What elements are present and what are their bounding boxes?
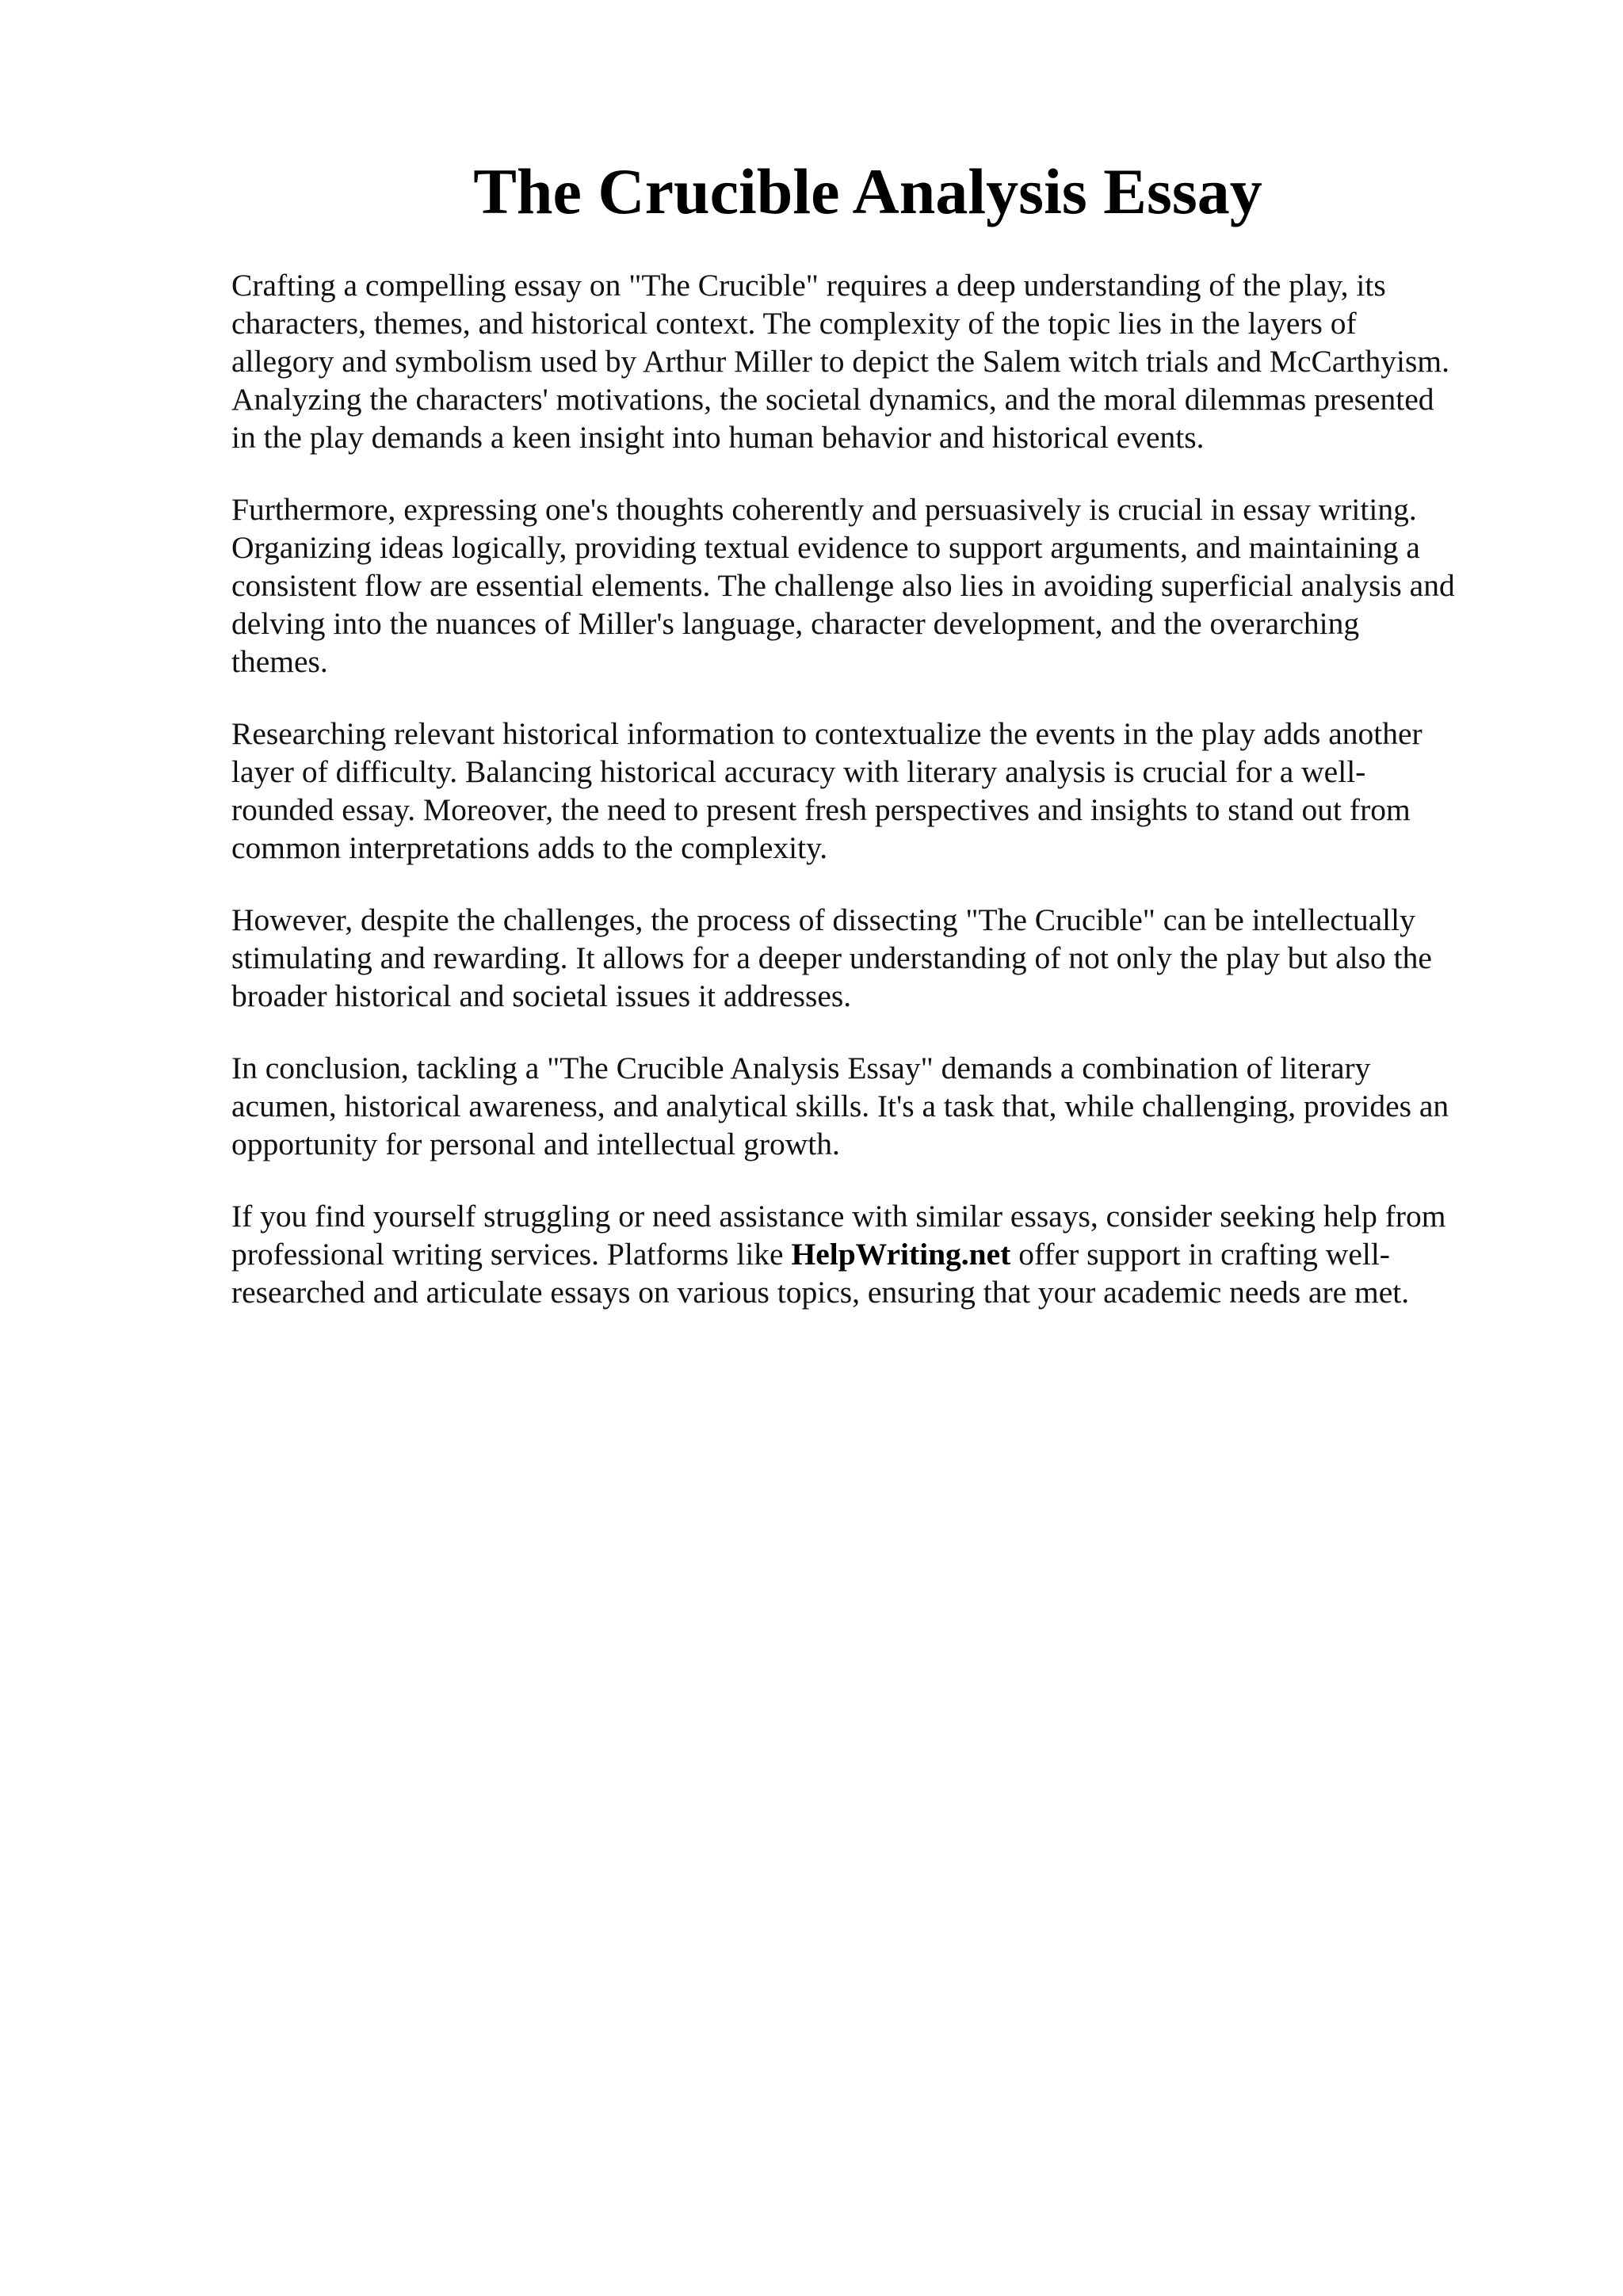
- paragraph-1-line-1: Crafting a compelling essay on "The Crucible" requires a deep understanding of the play, its: [231, 268, 1386, 303]
- paragraph-2-line-5: themes.: [231, 644, 328, 679]
- paragraph-5-line-1: In conclusion, tackling a "The Crucible Analysis Essay" demands a combination of literary: [231, 1051, 1371, 1085]
- paragraph-2-line-2: Organizing ideas logically, providing textual evidence to support arguments, and maintaining a: [231, 530, 1420, 565]
- paragraph-1-line-3: allegory and symbolism used by Arthur Miller to depict the Salem witch trials and McCarthyism.: [231, 344, 1449, 379]
- closing-line-1: If you find yourself struggling or need assistance with similar essays, consider seeking help from: [231, 1199, 1446, 1234]
- paragraph-2: [231, 490, 1553, 681]
- closing-line-3: researched and articulate essays on various topics, ensuring that your academic needs are met.: [231, 1275, 1410, 1310]
- closing-line-2: [231, 1235, 1553, 1273]
- closing-paragraph: [231, 1197, 1553, 1311]
- paragraph-5-line-2: acumen, historical awareness, and analytical skills. It's a task that, while challenging, provides an: [231, 1089, 1449, 1123]
- paragraph-1-line-5: in the play demands a keen insight into human behavior and historical events.: [231, 420, 1205, 455]
- paragraph-1-line-4: Analyzing the characters' motivations, the societal dynamics, and the moral dilemmas presented: [231, 382, 1434, 417]
- paragraph-4-line-3: broader historical and societal issues it addresses.: [231, 978, 852, 1013]
- document-body: [231, 266, 1553, 1345]
- paragraph-3-line-4: common interpretations adds to the complexity.: [231, 830, 828, 865]
- closing-line-2-tail: offer support in crafting well-: [1010, 1237, 1390, 1272]
- paragraph-1-line-2: characters, themes, and historical context. The complexity of the topic lies in the layers of: [231, 306, 1357, 341]
- paragraph-3-line-3: rounded essay. Moreover, the need to present fresh perspectives and insights to stand out from: [231, 792, 1411, 827]
- paragraph-4: [231, 901, 1553, 1015]
- paragraph-5-line-3: opportunity for personal and intellectual growth.: [231, 1127, 840, 1161]
- paragraph-3-line-1: Researching relevant historical information to contextualize the events in the play adds another: [231, 716, 1423, 751]
- paragraph-3-line-2: layer of difficulty. Balancing historical accuracy with literary analysis is crucial for a well-: [231, 754, 1366, 789]
- paragraph-1: [231, 266, 1553, 456]
- paragraph-3: [231, 715, 1553, 867]
- paragraph-2-line-3: consistent flow are essential elements. The challenge also lies in avoiding superficial analysis and: [231, 568, 1455, 603]
- paragraph-4-line-1: However, despite the challenges, the process of dissecting "The Crucible" can be intellectually: [231, 902, 1415, 937]
- closing-line-2-lead: professional writing services. Platforms like: [231, 1237, 792, 1272]
- paragraph-2-line-4: delving into the nuances of Miller's language, character development, and the overarching: [231, 606, 1360, 641]
- paragraph-4-line-2: stimulating and rewarding. It allows for a deeper understanding of not only the play but also the: [231, 940, 1432, 975]
- paragraph-5: [231, 1049, 1553, 1163]
- paragraph-2-line-1: Furthermore, expressing one's thoughts coherently and persuasively is crucial in essay writing.: [231, 492, 1417, 527]
- document-title: The Crucible Analysis Essay: [473, 155, 1262, 227]
- helpwriting-link[interactable]: HelpWriting.net: [791, 1237, 1011, 1272]
